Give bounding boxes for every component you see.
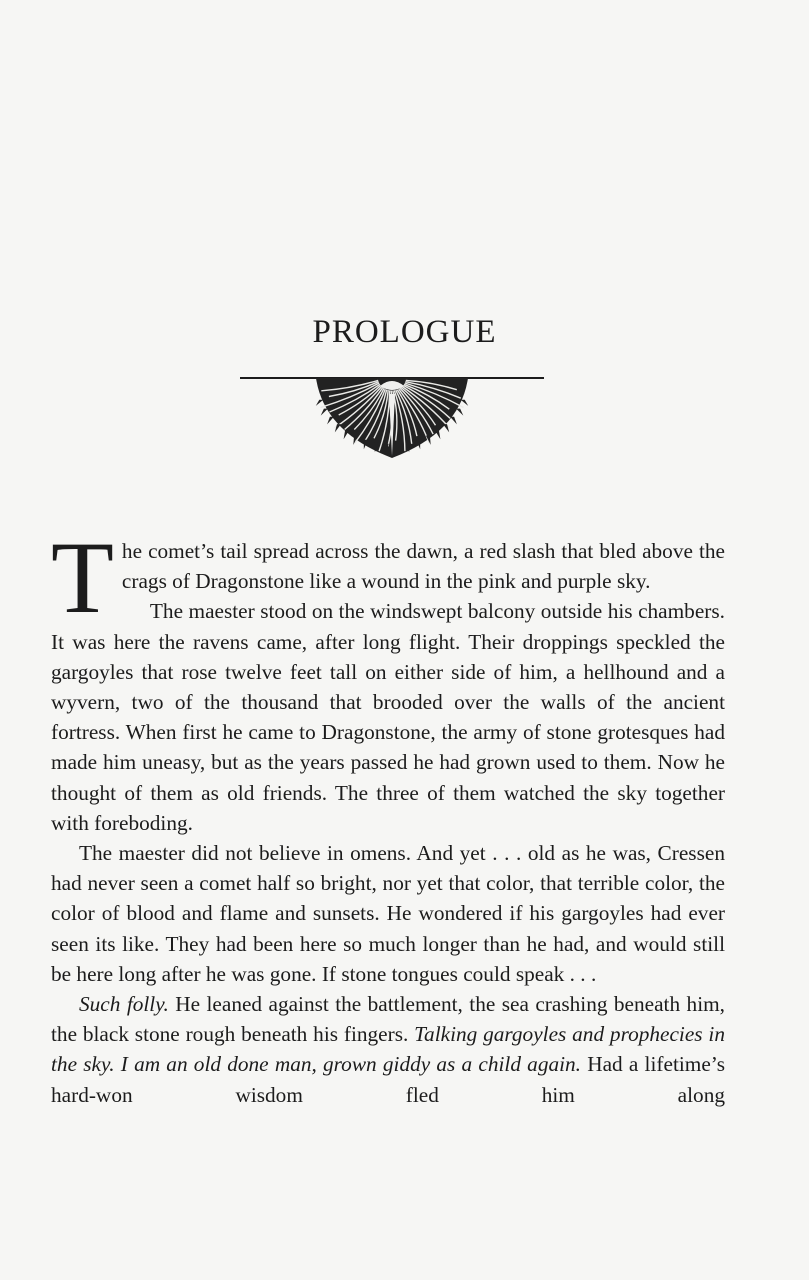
paragraph-3: The maester did not believe in omens. And yet . . . old as he was, Cressen had never seen a comet half so bright, nor yet that color, that terrible color, the color of blood and flame and sunsets. He wondered if his gargoyles had ever seen its like. They had been here so much longer than he had, and would still be here long after he was gone. If stone tongues could speak . . .	[51, 841, 725, 986]
paragraph-4-roman-1: He leaned against the battlement, the sea crashing beneath him, the black stone rough beneath his fingers.	[51, 992, 725, 1047]
paragraph-4	[51, 989, 725, 1110]
paragraph-4-italic-2: Talking gargoyles and prophecies in the sky. I am an old done man, grown giddy as a child again.	[51, 1022, 725, 1077]
paragraph-4-roman-2: Had a lifetime’s hard-won wisdom fled him along	[51, 1052, 725, 1107]
paragraph-1	[51, 521, 725, 635]
chapter-title: PROLOGUE	[312, 314, 497, 350]
paragraph-2: The maester stood on the windswept balcony outside his chambers. It was here the ravens came, after long flight. Their droppings speckled the gargoyles that rose twelve feet tall on either side of him, a hellhound and a wyvern, two of the thousand that brooded over the walls of the ancient fortress. When first he came to Dragonstone, the army of stone grotesques had made him uneasy, but as the years passed he had grown used to them. Now he thought of them as old friends. The three of them watched the sky together with foreboding.	[51, 599, 725, 835]
prologue-body	[51, 521, 725, 1110]
feathered-half-sun-ornament-icon	[240, 372, 544, 464]
drop-cap: T	[51, 521, 114, 635]
paragraph-1-text: he comet’s tail spread across the dawn, a red slash that bled above the crags of Dragonstone like a wound in the pink and purple sky.	[121, 539, 725, 594]
paragraph-4-italic-1: Such folly.	[79, 992, 169, 1017]
